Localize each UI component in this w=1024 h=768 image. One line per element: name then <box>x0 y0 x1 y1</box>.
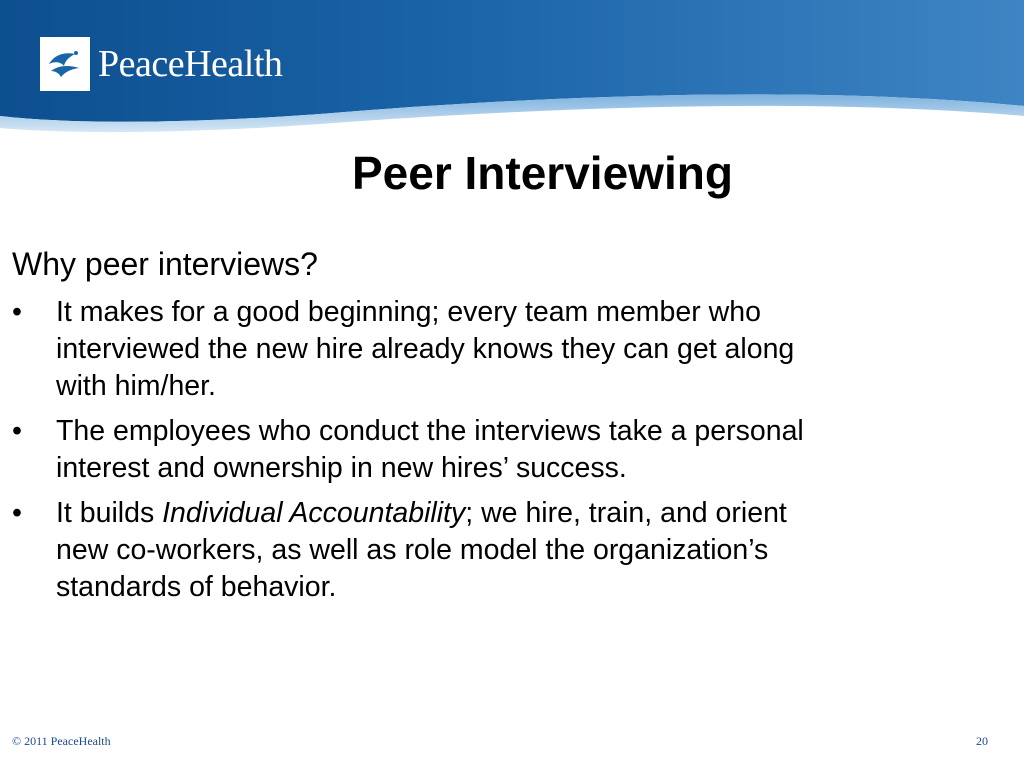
slide-subheading: Why peer interviews? <box>12 246 318 282</box>
bullet-item <box>12 294 842 405</box>
bullet-dot: • <box>12 296 22 328</box>
bullet-text-prefix: It builds <box>56 497 163 529</box>
brand-name: PeaceHealth <box>98 43 283 85</box>
bullet-text: The employees who conduct the interviews take a personal interest and ownership in new hires’ success. <box>56 415 804 484</box>
bullet-text: It makes for a good beginning; every team member who interviewed the new hire already knows they can get along with him/her. <box>56 296 795 402</box>
bullet-dot: • <box>12 497 22 529</box>
bullet-item <box>12 495 842 606</box>
bullet-item <box>12 413 842 487</box>
slide-title: Peer Interviewing <box>352 147 733 199</box>
bullet-emphasis: Individual Accountability <box>162 497 466 529</box>
bullet-dot: • <box>12 415 22 447</box>
page-number: 20 <box>976 734 988 748</box>
bullet-text-suffix: ; we hire, train, and orient new co-workers, as well as role model the organization’s standards of behavior. <box>56 497 787 603</box>
bullet-list <box>12 294 842 614</box>
dove-icon <box>40 37 90 91</box>
peacehealth-logo <box>40 36 282 92</box>
footer-copyright: © 2011 PeaceHealth <box>12 734 111 748</box>
